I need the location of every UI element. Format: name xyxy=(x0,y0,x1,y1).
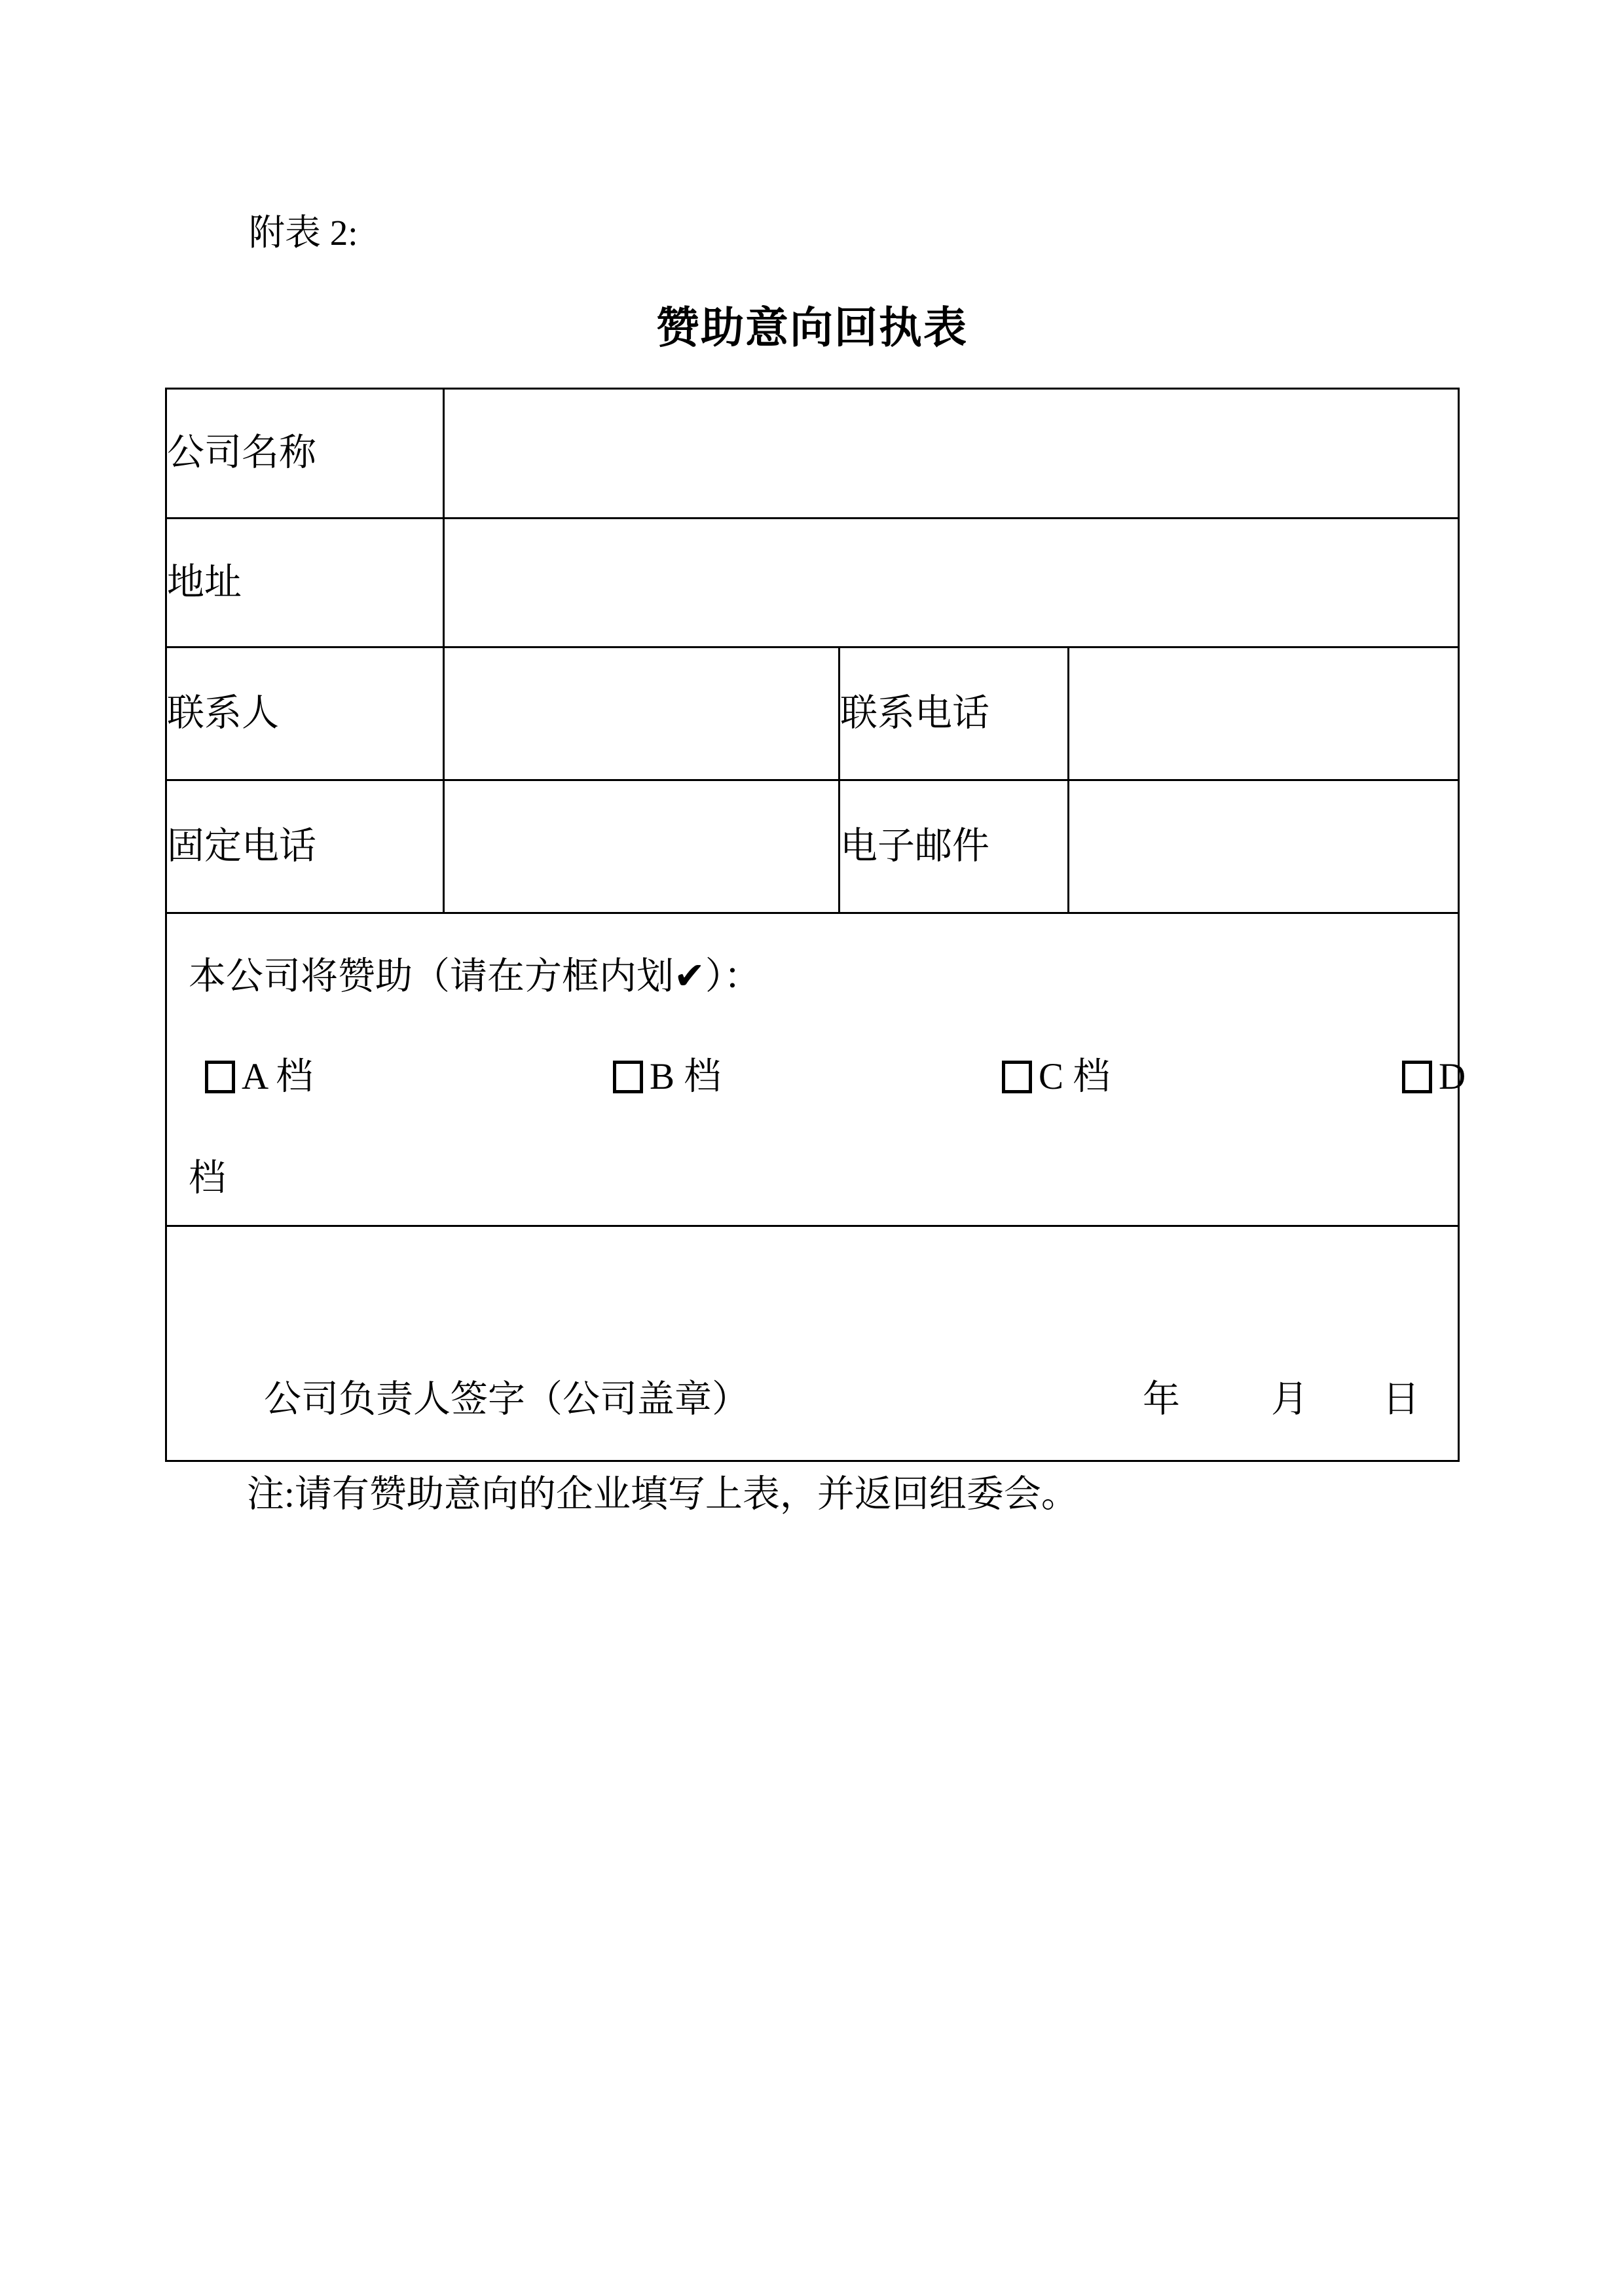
tier-a-checkbox[interactable] xyxy=(205,1061,235,1093)
tier-a-label: A 档 xyxy=(242,1055,314,1097)
table-row-signature xyxy=(166,1226,1459,1461)
contact-person-label: 联系人 xyxy=(166,647,444,780)
tier-c-option xyxy=(1002,1055,1111,1097)
table-row-contact xyxy=(166,647,1459,780)
table-row-sponsor-tier xyxy=(166,913,1459,1226)
signature-label: 公司负责人签字（公司盖章） xyxy=(264,1379,749,1420)
table-row-address xyxy=(166,519,1459,647)
signature-cell[interactable] xyxy=(166,1226,1459,1461)
address-input-cell[interactable] xyxy=(444,519,1459,647)
tier-c-checkbox[interactable] xyxy=(1002,1061,1032,1093)
date-month-label: 月 xyxy=(1271,1379,1308,1420)
sponsor-tier-cell xyxy=(166,913,1466,1226)
tier-d-checkbox[interactable] xyxy=(1402,1061,1432,1093)
footer-note: 注:请有赞助意向的企业填写上表，并返回组委会。 xyxy=(247,1474,1079,1515)
fixed-phone-input-cell[interactable] xyxy=(444,780,840,913)
tier-c-label: C 档 xyxy=(1039,1055,1111,1097)
tier-a-option xyxy=(205,1055,314,1097)
table-row-company-name xyxy=(166,389,1459,519)
contact-person-input-cell[interactable] xyxy=(444,647,840,780)
attachment-label: 附表 2: xyxy=(249,213,358,253)
date-year-label: 年 xyxy=(1143,1379,1180,1420)
contact-phone-label: 联系电话 xyxy=(840,647,1069,780)
page-title: 赞助意向回执表 xyxy=(656,304,968,352)
tier-b-checkbox[interactable] xyxy=(613,1061,643,1093)
sponsor-prompt: 本公司将赞助（请在方框内划✔）： xyxy=(189,956,762,997)
tier-d-option xyxy=(1402,1055,1466,1097)
company-name-label: 公司名称 xyxy=(166,389,444,519)
date-day-label: 日 xyxy=(1382,1379,1420,1420)
email-input-cell[interactable] xyxy=(1069,780,1459,913)
email-label: 电子邮件 xyxy=(840,780,1069,913)
fixed-phone-label: 固定电话 xyxy=(166,780,444,913)
tier-b-label: B 档 xyxy=(650,1055,722,1097)
signature-line xyxy=(167,1377,1458,1418)
tier-d-label-wrapped: 档 xyxy=(189,1157,226,1199)
contact-phone-input-cell[interactable] xyxy=(1069,647,1459,780)
tier-b-option xyxy=(613,1055,722,1097)
company-name-input-cell[interactable] xyxy=(444,389,1459,519)
address-label: 地址 xyxy=(166,519,444,647)
sponsor-reply-form-table xyxy=(165,388,1466,1462)
table-row-phone-email xyxy=(166,780,1459,913)
tier-d-label: D xyxy=(1439,1055,1466,1097)
